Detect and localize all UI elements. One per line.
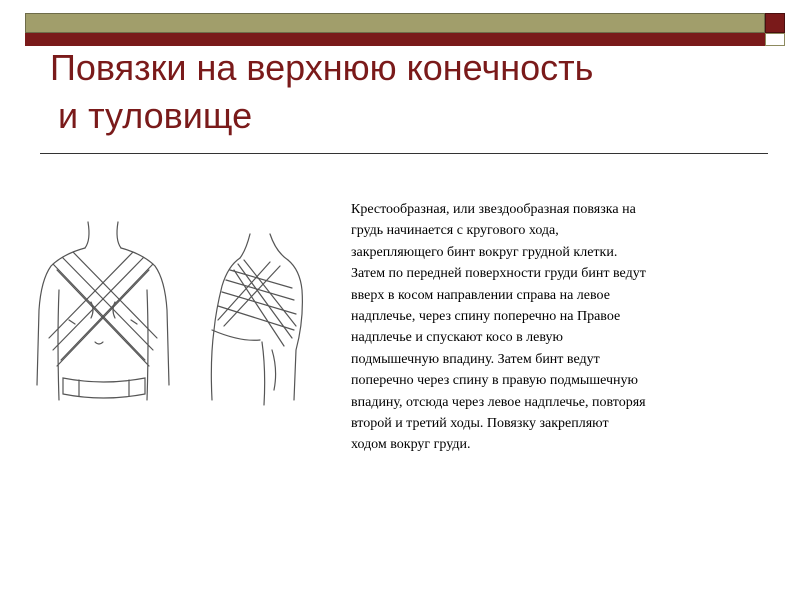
slide-title-line-1: Повязки на верхнюю конечность	[50, 47, 594, 88]
description-text: Крестообразная, или звездообразная повязка на грудь начинается с кругового хода, закрепляющего бинт вокруг грудной клетки. Затем по передней поверхности груди бинт ведут вверх в косом направлении справа на левое надплечье, через спину поперечно на Правое надплечье и спускают косо в левую подмышечную впадину. Затем бинт ведут поперечно через спину в правую подмышечную впадину, отсюда через левое надплечье, повторяя второй и третий ходы. Повязку закрепляют ходом вокруг груди.	[351, 202, 646, 453]
cross-bandage-side-illustration	[200, 230, 310, 410]
cross-bandage-front-illustration	[33, 210, 173, 410]
header-decor-square-maroon	[765, 13, 785, 33]
header-decor-bar-olive	[25, 13, 765, 33]
header-decor-square-outline	[765, 33, 785, 46]
title-divider	[40, 153, 768, 154]
slide-title-line-2: и туловище	[58, 95, 253, 136]
slide-title	[50, 44, 750, 140]
